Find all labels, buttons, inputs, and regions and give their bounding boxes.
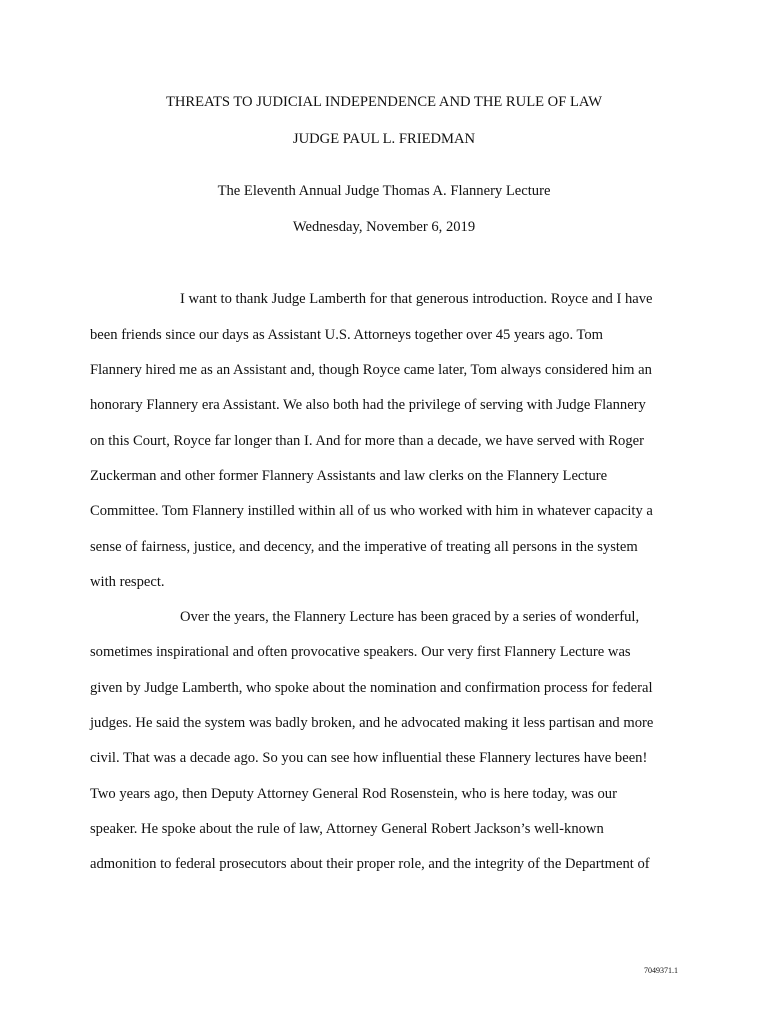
paragraph-line: admonition to federal prosecutors about their proper role, and the integrity of the Department of — [90, 856, 650, 872]
paragraph-line: been friends since our days as Assistant U.S. Attorneys together over 45 years ago. Tom — [90, 327, 604, 343]
paragraph-line: Two years ago, then Deputy Attorney General Rod Rosenstein, who is here today, was our — [90, 786, 617, 802]
document-id: 7049371.1 — [644, 966, 678, 975]
paragraph-line: Zuckerman and other former Flannery Assistants and law clerks on the Flannery Lecture — [90, 468, 608, 484]
lecture-date: Wednesday, November 6, 2019 — [292, 219, 476, 235]
lecture-author: JUDGE PAUL L. FRIEDMAN — [292, 131, 476, 147]
paragraph-line: sometimes inspirational and often provocative speakers. Our very first Flannery Lecture was — [90, 644, 631, 660]
paragraph-line: on this Court, Royce far longer than I. And for more than a decade, we have served with Roger — [90, 433, 644, 449]
paragraph-line: judges. He said the system was badly broken, and he advocated making it less partisan and more — [90, 715, 654, 731]
paragraph-line: honorary Flannery era Assistant. We also both had the privilege of serving with Judge Flannery — [90, 397, 646, 413]
paragraph-line: civil. That was a decade ago. So you can see how influential these Flannery lectures have been! — [90, 750, 648, 766]
lecture-event: The Eleventh Annual Judge Thomas A. Flannery Lecture — [217, 183, 551, 199]
paragraph-line: speaker. He spoke about the rule of law, Attorney General Robert Jackson’s well-known — [90, 821, 604, 837]
paragraph-line: sense of fairness, justice, and decency, and the imperative of treating all persons in the system — [90, 539, 638, 555]
paragraph-line: Flannery hired me as an Assistant and, though Royce came later, Tom always considered him an — [90, 362, 652, 378]
paragraph-line: given by Judge Lamberth, who spoke about the nomination and confirmation process for federal — [90, 680, 653, 696]
lecture-title: THREATS TO JUDICIAL INDEPENDENCE AND THE RULE OF LAW — [165, 94, 603, 110]
paragraph-line: Over the years, the Flannery Lecture has been graced by a series of wonderful, — [180, 609, 640, 625]
paragraph-line: with respect. — [90, 574, 165, 590]
paragraph-line: Committee. Tom Flannery instilled within all of us who worked with him in whatever capacity a — [90, 503, 653, 519]
paragraph-line: I want to thank Judge Lamberth for that generous introduction. Royce and I have — [180, 291, 653, 307]
